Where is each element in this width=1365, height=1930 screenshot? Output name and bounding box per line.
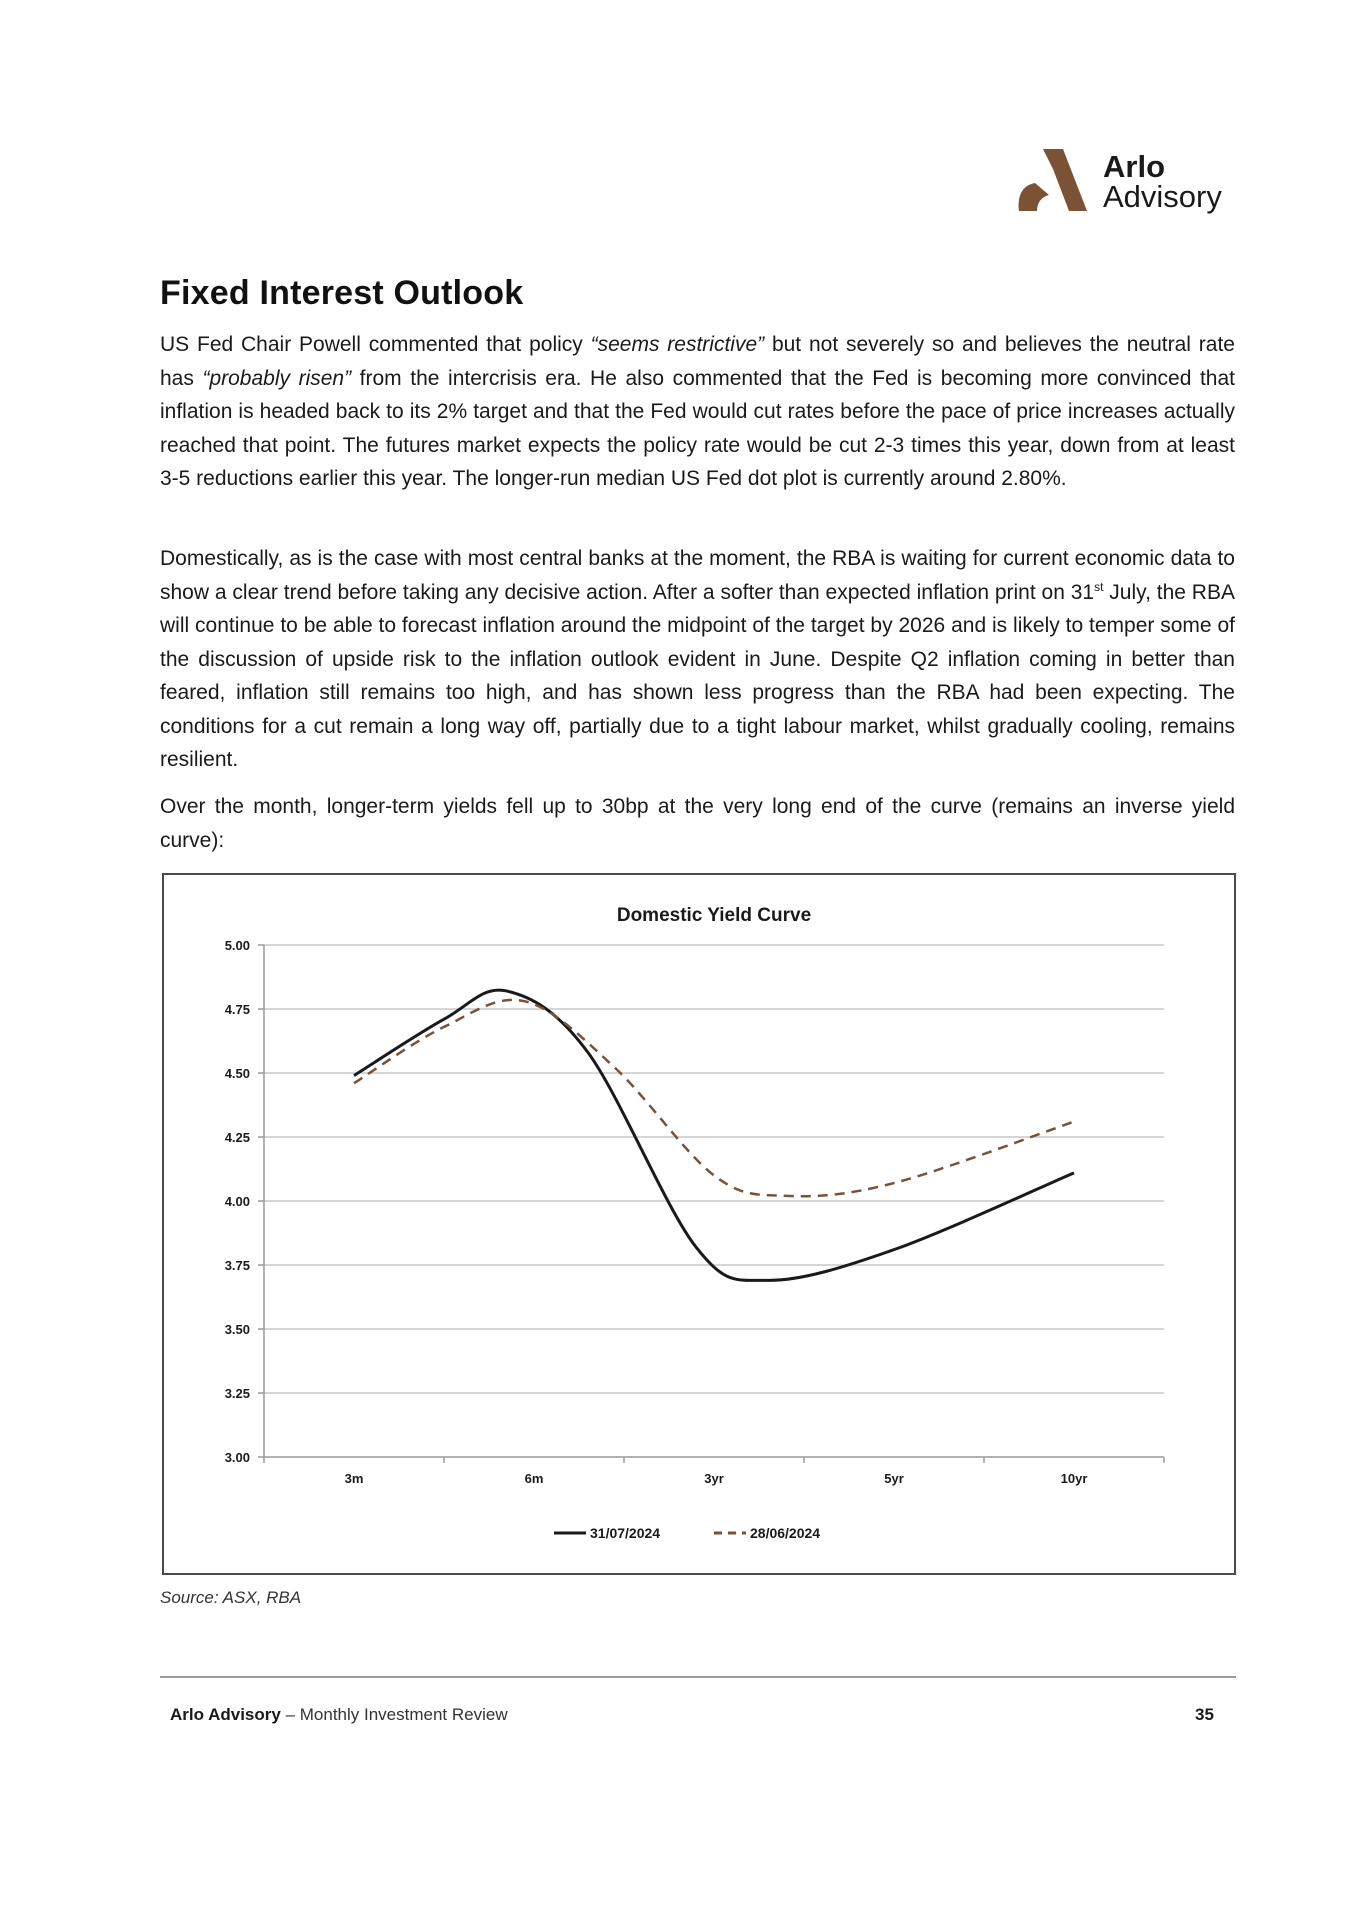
y-tick-label: 4.25 [224, 1130, 250, 1145]
paragraph-domestic-outlook [160, 542, 1235, 777]
series-line-28-06-2024 [354, 1000, 1074, 1196]
series-line-31-07-2024 [354, 990, 1074, 1280]
y-tick-label: 3.25 [224, 1386, 250, 1401]
x-tick-label: 6m [524, 1471, 544, 1486]
p2-superscript: st [1094, 579, 1104, 594]
yield-curve-chart [162, 873, 1236, 1575]
arlo-advisory-logo [1015, 145, 1240, 215]
p1-quote-probably-risen: “probably risen” [202, 366, 352, 390]
y-tick-label: 3.00 [224, 1450, 250, 1465]
y-tick-label: 3.75 [224, 1258, 250, 1273]
y-tick-label: 5.00 [224, 938, 250, 953]
paragraph-yields [160, 790, 1235, 857]
x-tick-label: 3m [344, 1471, 364, 1486]
p1-text-a: US Fed Chair Powell commented that policy [160, 333, 591, 356]
p2-text-b: July, the RBA will continue to be able to forecast inflation around the midpoint of the target by 2026 and is likely to temper some of the discussion of upside risk to the inflation outlook evident in June. Despite Q2 inflation coming in better than feared, inflation still remains too high, and has shown less progress than the RBA had been expecting. The conditions for a cut remain a long way off, partially due to a tight labour market, whilst gradually cooling, remains resilient. [160, 580, 1235, 771]
yield-curve-svg [164, 875, 1234, 1573]
p1-text-c: but not severely so and believes the neutral rate has [160, 333, 1235, 390]
y-tick-label: 4.75 [224, 1002, 250, 1017]
y-tick-label: 3.50 [224, 1322, 250, 1337]
y-tick-label: 4.50 [224, 1066, 250, 1081]
p1-quote-seems-restrictive: “seems restrictive” [590, 333, 765, 356]
chart-source: Source: ASX, RBA [160, 1588, 302, 1607]
footer-brand: Arlo Advisory [170, 1705, 281, 1724]
x-tick-label: 3yr [704, 1471, 724, 1486]
x-tick-label: 5yr [884, 1471, 904, 1486]
footer-subtitle: – Monthly Investment Review [280, 1705, 508, 1724]
p1-text-e: from the intercrisis era. He also commented that the Fed is becoming more convinced that inflation is headed back to its 2% target and that the Fed would cut rates before the pace of price increases actually reached that point. The futures market expects the policy rate would be cut 2-3 times this year, down from at least 3-5 reductions earlier this year. The longer-run median US Fed dot plot is currently around 2.80%. [160, 366, 1235, 490]
page-number: 35 [1195, 1705, 1214, 1724]
x-tick-label: 10yr [1060, 1471, 1088, 1486]
logo-word-arlo: Arlo [1103, 149, 1165, 184]
p3-text: Over the month, longer-term yields fell up to 30bp at the very long end of the curve (remains an inverse yield curve): [160, 795, 1235, 852]
logo-word-advisory: Advisory [1103, 179, 1222, 214]
legend-label: 31/07/2024 [590, 1525, 661, 1541]
paragraph-fed-outlook [160, 328, 1235, 496]
p2-text-a: Domestically, as is the case with most central banks at the moment, the RBA is waiting for current economic data to show a clear trend before taking any decisive action. After a softer than expected inflation print on 31 [160, 547, 1235, 604]
legend-label: 28/06/2024 [750, 1525, 821, 1541]
page-title: Fixed Interest Outlook [160, 274, 524, 312]
footer-divider [160, 1676, 1236, 1678]
y-tick-label: 4.00 [224, 1194, 250, 1209]
arlo-logo-mark-icon [1015, 145, 1095, 215]
footer-label [170, 1705, 508, 1725]
chart-title: Domestic Yield Curve [616, 905, 812, 926]
